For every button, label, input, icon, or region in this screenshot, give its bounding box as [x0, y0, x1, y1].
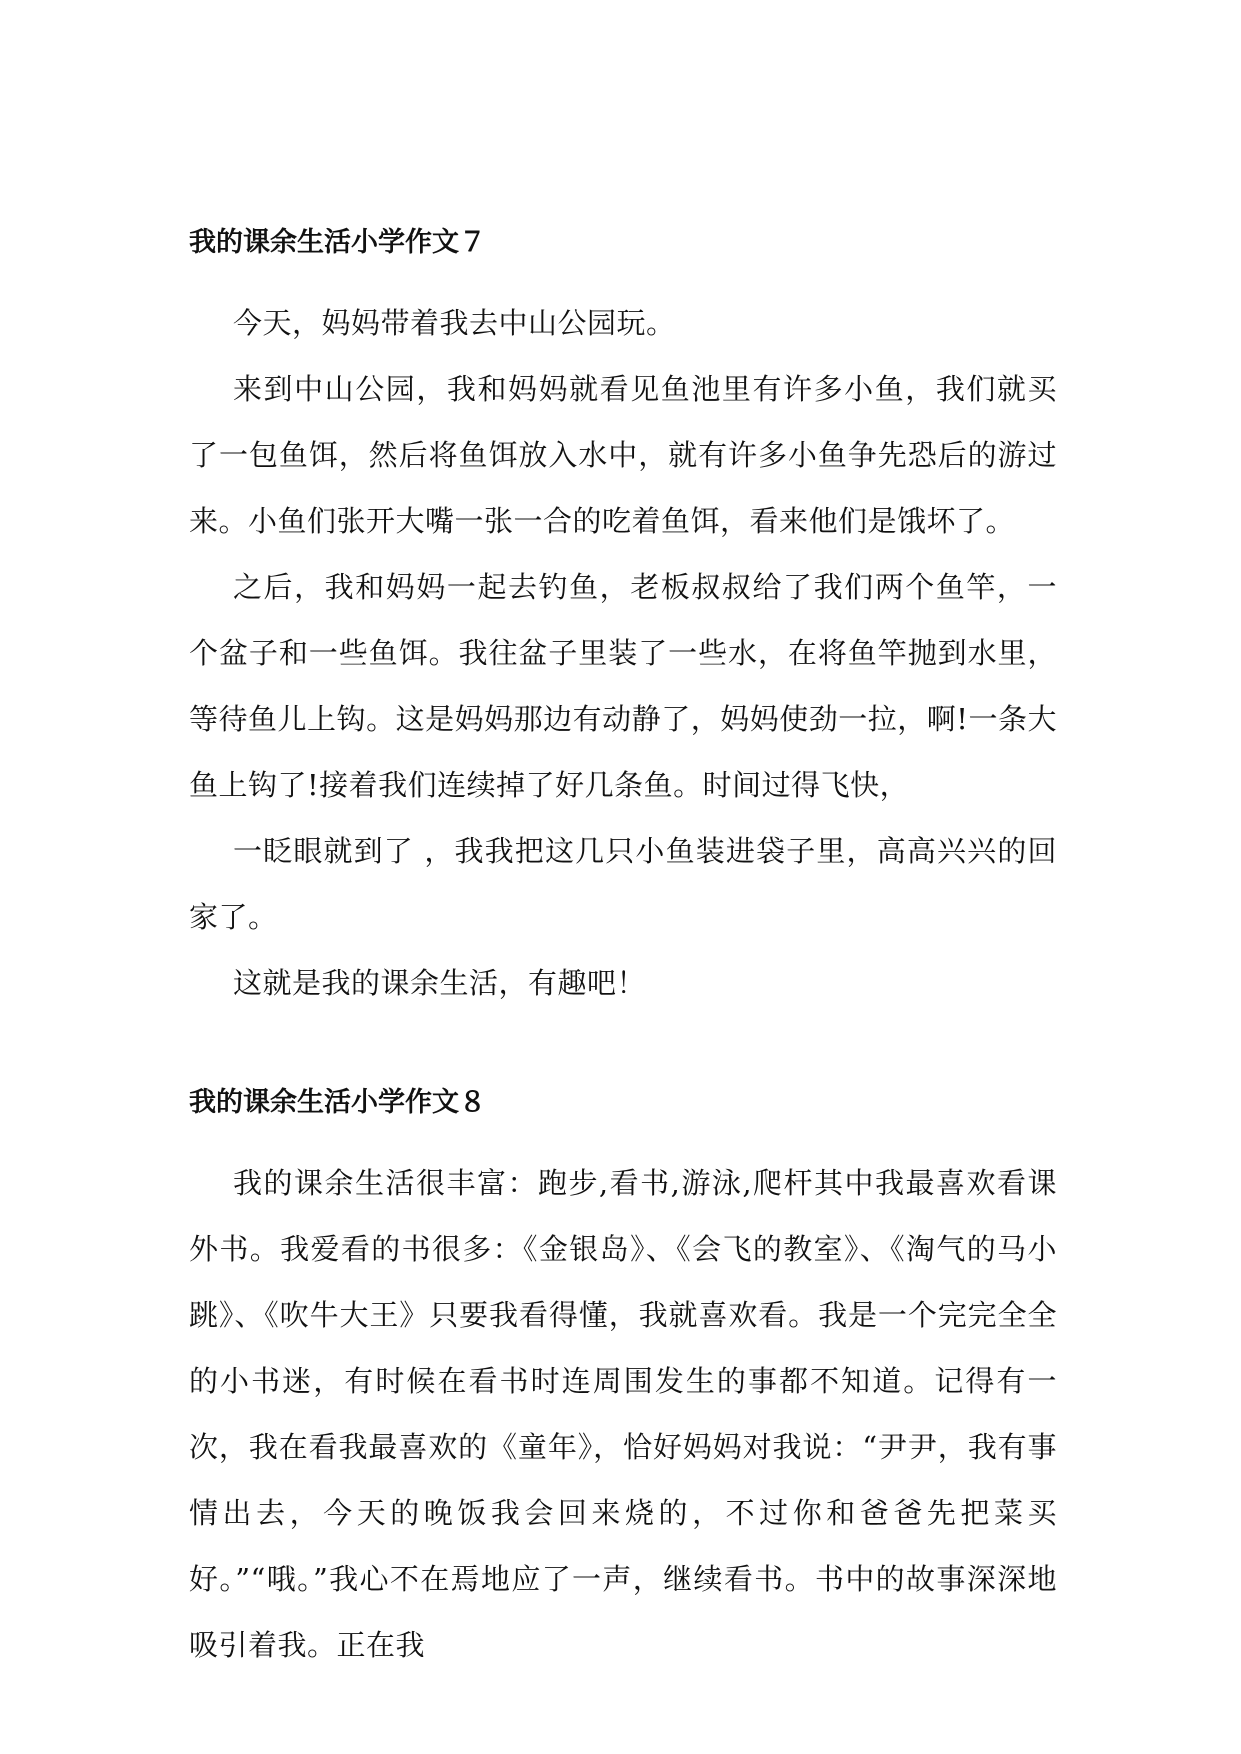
essay-section-7 [189, 227, 1057, 1016]
paragraph: 这就是我的课余生活，有趣吧！ [233, 966, 647, 1000]
document-body [189, 227, 1057, 1678]
paragraph: 今天，妈妈带着我去中山公园玩。 [233, 306, 676, 340]
essay-section-8 [189, 1087, 1057, 1678]
paragraph: 我的课余生活很丰富：跑步,看书,游泳,爬杆其中我最喜欢看课外书。我爱看的书很多：《金银岛》、《会飞的教室》、《淘气的马小跳》、《吹牛大王》只要我看得懂，我就喜欢看。我是一个完完全全的小书迷，有时候在看书时连周围发生的事都不知道。记得有一次，我在看我最喜欢的《童年》，恰好妈妈对我说：“尹尹，我有事情出去，今天的晚饭我会回来烧的，不过你和爸爸先把菜买好。”“哦。”我心不在焉地应了一声，继续看书。书中的故事深深地吸引着我。正在我 [189, 1166, 1057, 1662]
paragraph: 之后，我和妈妈一起去钓鱼，老板叔叔给了我们两个鱼竿，一个盆子和一些鱼饵。我往盆子里装了一些水，在将鱼竿抛到水里，等待鱼儿上钩。这是妈妈那边有动静了，妈妈使劲一拉，啊!一条大鱼上钩了!接着我们连续掉了好几条鱼。时间过得飞快， [189, 570, 1057, 802]
section-spacer [189, 1016, 1057, 1087]
section-title: 我的课余生活小学作文８ [189, 1087, 486, 1118]
paragraph: 一眨眼就到了 ，我我把这几只小鱼装进袋子里，高高兴兴的回家了。 [189, 834, 1057, 934]
paragraph: 来到中山公园，我和妈妈就看见鱼池里有许多小鱼，我们就买了一包鱼饵，然后将鱼饵放入水中，就有许多小鱼争先恐后的游过来。小鱼们张开大嘴一张一合的吃着鱼饵，看来他们是饿坏了。 [189, 372, 1057, 538]
section-title: 我的课余生活小学作文７ [189, 227, 486, 258]
